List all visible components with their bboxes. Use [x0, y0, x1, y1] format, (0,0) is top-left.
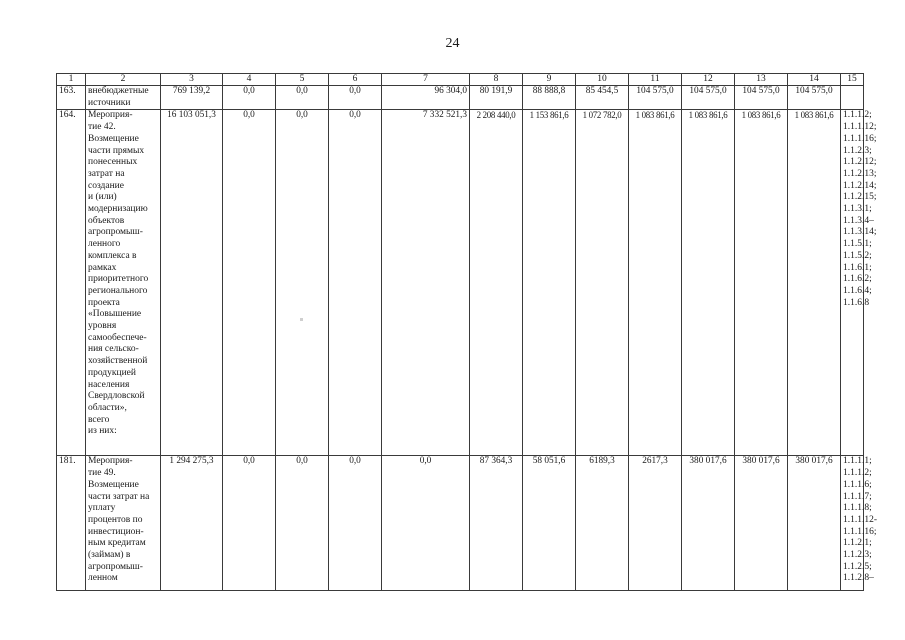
targets-cell	[841, 86, 864, 110]
value-cell: 0,0	[276, 110, 329, 456]
value-cell: 16 103 051,3	[161, 110, 223, 456]
row-number: 163.	[57, 86, 86, 110]
column-header: 13	[735, 74, 788, 86]
value-cell: 1 083 861,6	[735, 110, 788, 456]
value-cell: 2617,3	[629, 456, 682, 591]
value-cell: 0,0	[382, 456, 470, 591]
value-cell: 0,0	[276, 456, 329, 591]
value-cell: 87 364,3	[470, 456, 523, 591]
column-header: 11	[629, 74, 682, 86]
value-cell: 769 139,2	[161, 86, 223, 110]
column-header: 10	[576, 74, 629, 86]
value-cell: 104 575,0	[682, 86, 735, 110]
column-header: 2	[86, 74, 161, 86]
column-header: 4	[223, 74, 276, 86]
value-cell: 1 083 861,6	[682, 110, 735, 456]
value-cell: 1 153 861,6	[523, 110, 576, 456]
value-cell: 1 083 861,6	[629, 110, 682, 456]
value-cell: 0,0	[223, 86, 276, 110]
row-name: внебюджетные источники	[86, 86, 161, 110]
row-name: Мероприя- тие 42. Возмещение части прямых понесенных затрат на создание и (или) модернизацию объектов агропромыш- ленного комплекса в рамках приоритетного регионального проекта «Повышение уровня самообеспече- ния сельско- хозяйственной продукцией населения Свердловской области», всего из них:	[86, 110, 161, 456]
row-name: Мероприя- тие 49. Возмещение части затрат на уплату процентов по инвестицион- ным кредитам (займам) в агропромыш- ленном	[86, 456, 161, 591]
value-cell: 1 072 782,0	[576, 110, 629, 456]
table-header-row	[57, 74, 864, 86]
column-header: 6	[329, 74, 382, 86]
value-cell: 1 294 275,3	[161, 456, 223, 591]
value-cell: 104 575,0	[788, 86, 841, 110]
value-cell: 104 575,0	[735, 86, 788, 110]
column-header: 15	[841, 74, 864, 86]
column-header: 1	[57, 74, 86, 86]
value-cell: 0,0	[329, 86, 382, 110]
value-cell: 0,0	[329, 456, 382, 591]
targets-cell: 1.1.1.1; 1.1.1.2; 1.1.1.6; 1.1.1.7; 1.1.1.8; 1.1.1.12- 1.1.1.16; 1.1.2.1; 1.1.2.3; 1.1.2.5; 1.1.2.8–	[841, 456, 864, 591]
column-header: 14	[788, 74, 841, 86]
table-row	[57, 110, 864, 456]
value-cell: 6189,3	[576, 456, 629, 591]
value-cell: 380 017,6	[788, 456, 841, 591]
value-cell: 380 017,6	[682, 456, 735, 591]
value-cell: 2 208 440,0	[470, 110, 523, 456]
value-cell: 380 017,6	[735, 456, 788, 591]
value-cell: 0,0	[276, 86, 329, 110]
table-row	[57, 86, 864, 110]
page-number: 24	[445, 36, 460, 51]
targets-cell: 1.1.1.2; 1.1.1.12; 1.1.1.16; 1.1.2.3; 1.1.2.12; 1.1.2.13; 1.1.2.14; 1.1.2.15; 1.1.3.1; 1.1.3.4– 1.1.3.14; 1.1.5.1; 1.1.5.2; 1.1.6.1; 1.1.6.2; 1.1.6.4; 1.1.6.8	[841, 110, 864, 456]
value-cell: 96 304,0	[382, 86, 470, 110]
value-cell: 88 888,8	[523, 86, 576, 110]
value-cell: 1 083 861,6	[788, 110, 841, 456]
row-number: 181.	[57, 456, 86, 591]
column-header: 9	[523, 74, 576, 86]
value-cell: 85 454,5	[576, 86, 629, 110]
column-header: 8	[470, 74, 523, 86]
value-cell: 58 051,6	[523, 456, 576, 591]
value-cell: 104 575,0	[629, 86, 682, 110]
value-cell: 7 332 521,3	[382, 110, 470, 456]
value-cell: 0,0	[329, 110, 382, 456]
table-row	[57, 456, 864, 591]
value-cell: 0,0	[223, 110, 276, 456]
row-number: 164.	[57, 110, 86, 456]
budget-table	[56, 73, 878, 591]
value-cell: 80 191,9	[470, 86, 523, 110]
value-cell: 0,0	[223, 456, 276, 591]
scan-speck	[300, 318, 303, 321]
column-header: 3	[161, 74, 223, 86]
column-header: 5	[276, 74, 329, 86]
column-header: 7	[382, 74, 470, 86]
column-header: 12	[682, 74, 735, 86]
